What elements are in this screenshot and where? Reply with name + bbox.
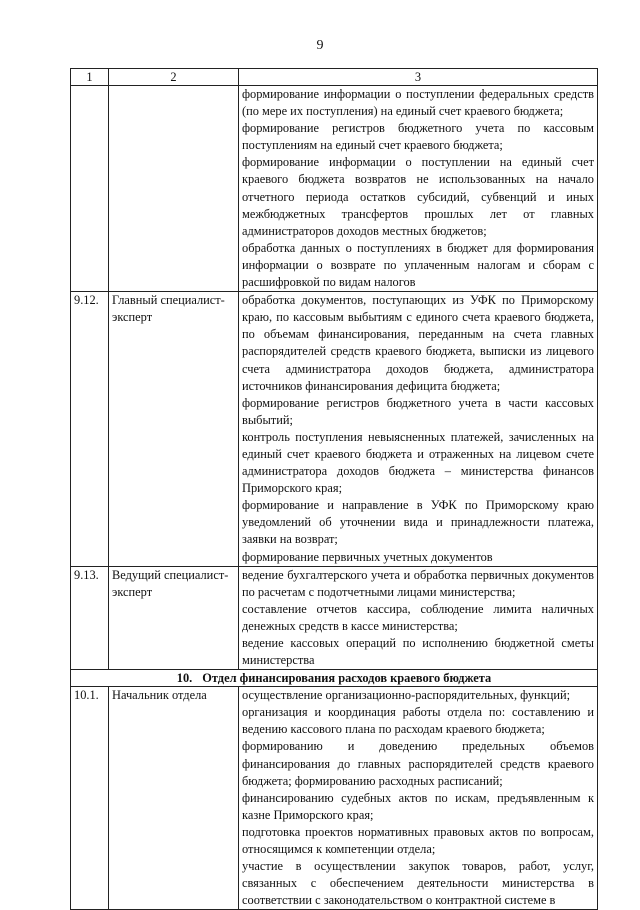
section-title: Отдел финансирования расходов краевого бюджета: [202, 671, 492, 686]
duty-item: обработка документов, поступающих из УФК по Приморскому краю, по кассовым выбытиям с единого счета краевого бюджета, по объемам финансирования, переданным на счета главных распорядителей средств краевого бюджета, выписки из лицевого счета администратора доходов бюджета, администратора источников финансирования дефицита бюджета;: [242, 293, 594, 393]
row-number: [71, 86, 109, 292]
section-heading: [71, 670, 598, 687]
table-row: [71, 687, 598, 910]
table-row: [71, 292, 598, 567]
duty-item: подготовка проектов нормативных правовых актов по вопросам, относящимся к компетенции отдела;: [242, 824, 594, 857]
row-number: 9.13.: [71, 566, 109, 670]
section-number: 10.: [176, 671, 193, 686]
row-position: Начальник отдела: [109, 687, 239, 910]
row-duties: [239, 687, 598, 910]
column-header-3: 3: [239, 69, 598, 86]
duty-item: формирование регистров бюджетного учета по кассовым поступлениям на единый счет краевого бюджета;: [242, 121, 594, 153]
duties-table: [70, 68, 598, 910]
duty-item: формирование информации о поступлении на единый счет краевого бюджета возвратов не использованных на начало отчетного периода остатков субсидий, субвенций и иных межбюджетных трансфертов прошлых лет от главных администраторов доходов местных бюджетов;: [242, 155, 594, 238]
duty-item: финансированию судебных актов по искам, предъявленным к казне Приморского края;: [242, 790, 594, 822]
duty-item: формирование регистров бюджетного учета в части кассовых выбытий;: [242, 395, 594, 427]
section-heading-row: [71, 670, 598, 687]
duty-item: ведение бухгалтерского учета и обработка первичных документов по расчетам с подотчетными лицами министерства;: [242, 567, 594, 599]
duty-item: ведение кассовых операций по исполнению бюджетной сметы министерства: [242, 636, 594, 668]
row-duties: [239, 86, 598, 292]
table-row: [71, 566, 598, 670]
row-position: Главный специалист-эксперт: [109, 292, 239, 567]
duty-item: обработка данных о поступлениях в бюджет для формирования информации о возврате по уплаченным налогам и сборам с расшифровкой по видам налогов: [242, 240, 594, 290]
duty-item: контроль поступления невыясненных платежей, зачисленных на единый счет краевого бюджета и отраженных на лицевом счете администратора доходов бюджета – министерства финансов Приморского края;: [242, 429, 594, 496]
page-number: 9: [316, 38, 324, 53]
row-number: 9.12.: [71, 292, 109, 567]
column-header-2: 2: [109, 69, 239, 86]
duty-item: формирование информации о поступлении федеральных средств (по мере их поступления) на единый счет краевого бюджета;: [242, 87, 594, 119]
row-number: 10.1.: [71, 687, 109, 910]
row-position: Ведущий специалист-эксперт: [109, 566, 239, 670]
duty-item: формирование первичных учетных документов: [242, 549, 493, 564]
duty-item: формирование и направление в УФК по Приморскому краю уведомлений об уточнении вида и принадлежности платежа, заявки на возврат;: [242, 498, 594, 547]
table-row: [71, 86, 598, 292]
duty-item: формированию и доведению предельных объемов финансирования до главных распорядителей средств краевого бюджета; формированию расходных расписаний;: [242, 739, 594, 788]
duty-item: осуществление организационно-распорядительных, функций;: [242, 688, 571, 703]
column-header-1: 1: [71, 69, 109, 86]
duty-item: составление отчетов кассира, соблюдение лимита наличных денежных средств в кассе министерства;: [242, 601, 594, 633]
row-duties: [239, 566, 598, 670]
duty-item: участие в осуществлении закупок товаров, работ, услуг, связанных с обеспечением деятельности министерства в соответствии с законодательством о контрактной системе в: [242, 859, 594, 908]
row-duties: [239, 292, 598, 567]
duty-item: организация и координация работы отдела по: составлению и ведению кассового плана по расходам краевого бюджета;: [242, 705, 594, 737]
table-header-row: [71, 69, 598, 86]
row-position: [109, 86, 239, 292]
